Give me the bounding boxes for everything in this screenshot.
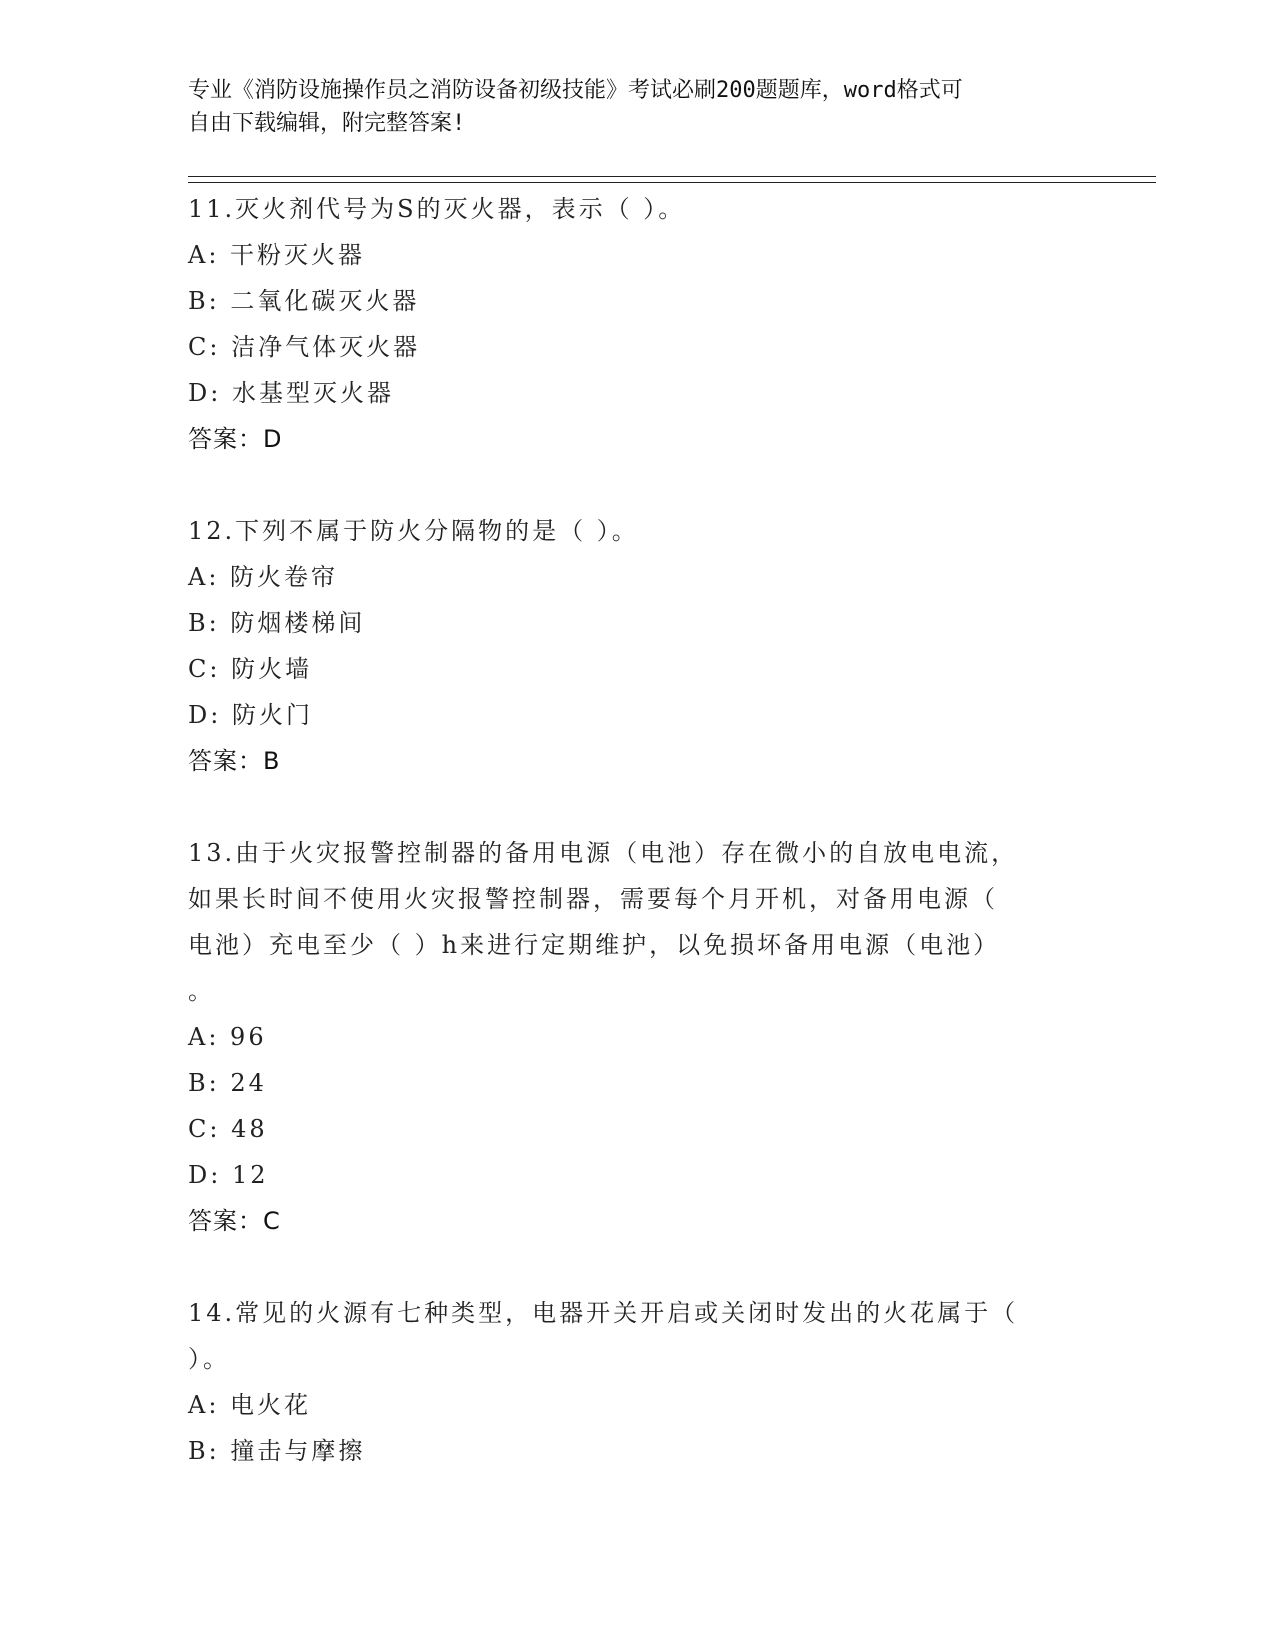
option-c: C: 48: [188, 1115, 268, 1143]
header-divider-bottom: [188, 182, 1156, 183]
header-line-1: 专业《消防设施操作员之消防设备初级技能》考试必刷200题题库，word格式可: [188, 78, 963, 103]
option-b: B: 二氧化碳灭火器: [188, 287, 420, 315]
question-stem: ）。: [188, 1345, 230, 1373]
question-stem: 12.下列不属于防火分隔物的是（ ）。: [188, 517, 639, 545]
document-header: [188, 74, 1068, 140]
option-b: B: 撞击与摩擦: [188, 1437, 366, 1465]
question-block-13: [188, 830, 1088, 1290]
option-d: D: 防火门: [188, 701, 313, 729]
option-b: B: 防烟楼梯间: [188, 609, 366, 637]
question-stem: 电池）充电至少（ ）h来进行定期维护，以免损坏备用电源（电池）: [188, 931, 1001, 959]
question-stem: 11.灭火剂代号为S的灭火器，表示（ ）。: [188, 195, 686, 223]
answer-line: 答案：C: [188, 1207, 281, 1235]
question-spacer: [188, 1244, 1088, 1290]
option-c: C: 防火墙: [188, 655, 313, 683]
header-divider-top: [188, 176, 1156, 177]
question-block-12: [188, 508, 1088, 830]
question-stem: 如果长时间不使用火灾报警控制器，需要每个月开机，对备用电源（: [188, 885, 998, 913]
option-c: C: 洁净气体灭火器: [188, 333, 421, 361]
option-b: B: 24: [188, 1069, 267, 1097]
question-stem: 14.常见的火源有七种类型，电器开关开启或关闭时发出的火花属于（: [188, 1299, 1019, 1327]
option-a: A: 电火花: [188, 1391, 312, 1419]
question-block-11: [188, 186, 1088, 508]
option-d: D: 水基型灭火器: [188, 379, 394, 407]
option-a: A: 干粉灭火器: [188, 241, 366, 269]
option-a: A: 防火卷帘: [188, 563, 339, 591]
question-spacer: [188, 784, 1088, 830]
header-line-2: 自由下载编辑，附完整答案!: [188, 111, 466, 136]
question-block-14: [188, 1290, 1088, 1474]
question-spacer: [188, 462, 1088, 508]
option-a: A: 96: [188, 1023, 267, 1051]
question-list: [188, 186, 1088, 1474]
answer-line: 答案：B: [188, 747, 281, 775]
answer-line: 答案：D: [188, 425, 283, 453]
question-stem: 。: [188, 977, 215, 1005]
option-d: D: 12: [188, 1161, 269, 1189]
question-stem: 13.由于火灾报警控制器的备用电源（电池）存在微小的自放电电流，: [188, 839, 1019, 867]
